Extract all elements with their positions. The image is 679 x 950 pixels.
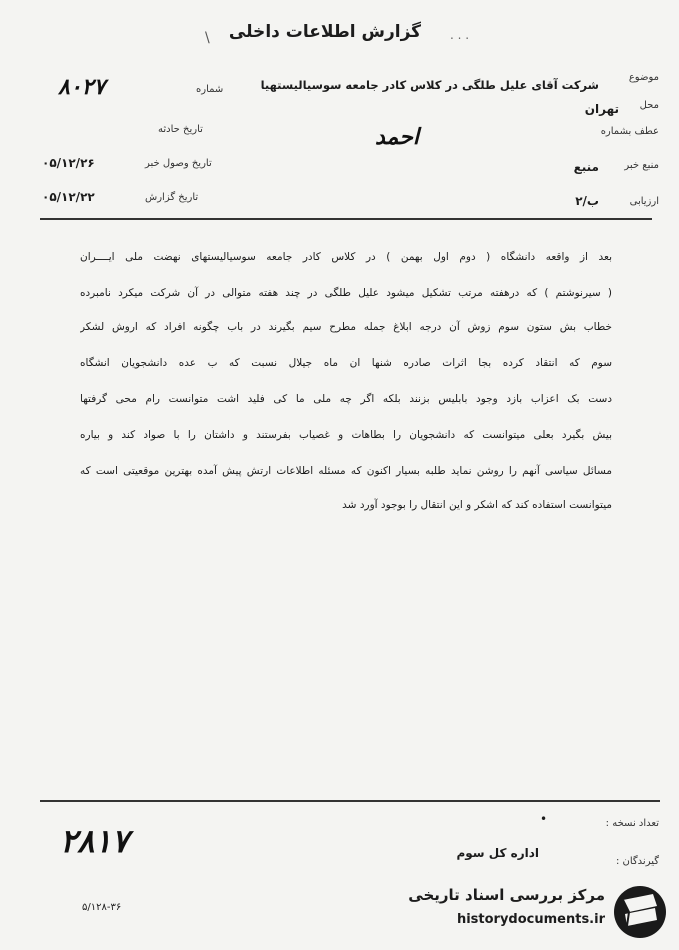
- rating-label: ارزیابی: [629, 196, 659, 207]
- received-date-label: تاریخ وصول خبر: [145, 158, 212, 169]
- location-label: محل: [639, 100, 659, 111]
- rating-value: ب/۲: [575, 194, 599, 208]
- header-divider: [40, 218, 652, 220]
- copies-label: تعداد نسخه :: [605, 818, 659, 829]
- source-label: منبع خبر: [624, 160, 659, 171]
- report-date-value: ۰۵/۱۲/۲۲: [42, 190, 95, 204]
- received-date-value: ۰۵/۱۲/۲۶: [42, 156, 95, 170]
- body-line-7: مسائل سیاسی آنهم را روشن نماید طلبه بسیار اکنون که مسئله اطلاعات ارتش پیش آمده بهترین موقعیتی است که: [80, 465, 612, 477]
- handwritten-number: ۲۸۱۷: [60, 822, 129, 860]
- report-number: ۸۰۲۷: [58, 74, 106, 100]
- recipient-label: گیرندگان :: [615, 856, 659, 867]
- title-mark: \: [205, 30, 210, 46]
- body-line-3: خطاب بش ستون سوم زوش آن درجه ابلاغ جمله مطرح سیم بگیرند در باب چگونه افراد که اروش لشکر: [80, 321, 612, 333]
- document-code: ۵/۱۲۸-۳۶: [82, 902, 122, 913]
- body-line-5: دست بک اعزاب بازد وجود بابلیس بزنند بلکه اگر چه ملی ما کی فلید اشت متوانست رام محی گرفتها: [80, 393, 612, 405]
- copies-dot: •: [540, 812, 548, 826]
- document-title: گزارش اطلاعات داخلی: [228, 22, 422, 42]
- body-line-2: ( سیرنوشتم ) که درهفته مرتب تشکیل میشود علیل طلگی در چند هفته متوالی در آن شرکت میکرد نامبرده: [80, 287, 612, 299]
- logo-emblem-icon: [611, 884, 669, 940]
- handwritten-ahmad: احمد: [375, 124, 419, 150]
- body-line-6: بیش بگیرد بعلی میتوانست که دانشجویان را بطاهات و غصیاب بفرستند و داشتان را با صواد کند و بیاره: [80, 429, 612, 441]
- archive-logo: [390, 884, 675, 940]
- title-dots: . . .: [450, 28, 470, 42]
- number-label: شماره: [196, 84, 224, 95]
- source-value: منبع: [573, 160, 599, 174]
- body-line-4: سوم که انتقاد کرده بجا اثرات صادره شنها ان ماه جیلال نسبت که ب عده دانشجویان انشگاه: [80, 357, 612, 369]
- footer-divider: [40, 800, 660, 802]
- body-line-1: بعد از واقعه دانشگاه ( دوم اول بهمن ) در کلاس کادر جامعه سوسیالیستهای نهضت ملی ایــــران: [80, 251, 612, 263]
- event-date-label: تاریخ حادثه: [158, 124, 203, 135]
- logo-name: مرکز بررسی اسناد تاریخی: [408, 886, 605, 904]
- recipient-value: اداره کل سوم: [456, 846, 539, 860]
- logo-url: historydocuments.ir: [456, 912, 605, 927]
- report-date-label: تاریخ گزارش: [145, 192, 199, 203]
- subject-value: شرکت آقای علیل طلگی در کلاس کادر جامعه سوسیالیستهیا: [260, 78, 599, 92]
- body-line-8: میتوانست استفاده کند که اشکر و این انتقال را بوجود آورد شد: [342, 499, 612, 511]
- attach-label: عطف بشماره: [600, 126, 659, 137]
- subject-label: موضوع: [628, 72, 659, 83]
- location-value: تهران: [584, 102, 619, 116]
